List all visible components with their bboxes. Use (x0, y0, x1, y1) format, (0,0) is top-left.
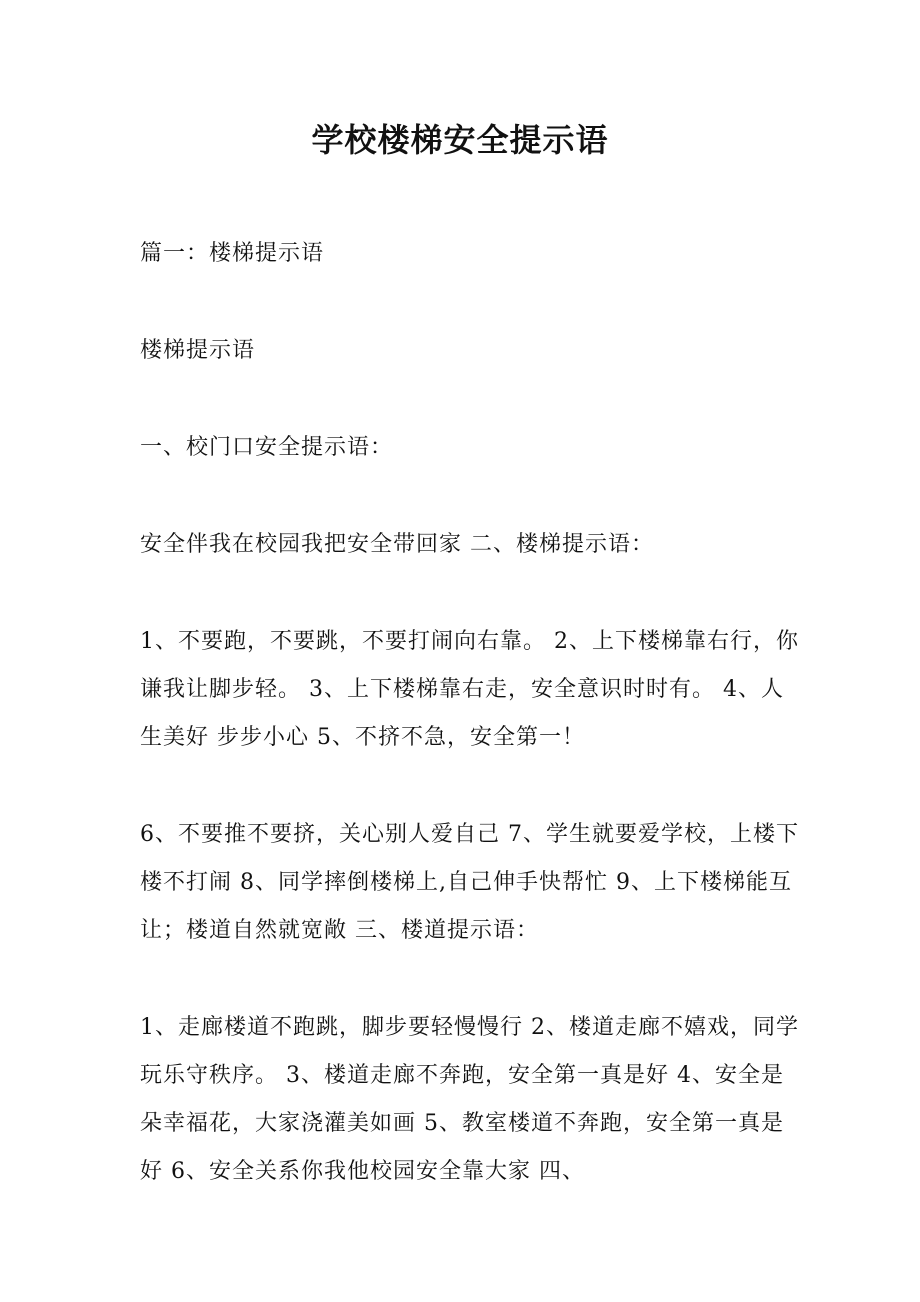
paragraph: 1、走廊楼道不跑跳，脚步要轻慢慢行 2、楼道走廊不嬉戏，同学玩乐守秩序。 3、楼道走廊不奔跑，安全第一真是好 4、安全是朵幸福花，大家浇灌美如画 5、教室楼道不奔跑，安全第一真是好 6、安全关系你我他校园安全靠大家 四、 (140, 1015, 799, 1184)
paragraph: 安全伴我在校园我把安全带回家 二、楼梯提示语： (140, 532, 654, 557)
paragraph: 1、不要跑，不要跳，不要打闹向右靠。 2、上下楼梯靠右行，你谦我让脚步轻。 3、上下楼梯靠右走，安全意识时时有。 4、人生美好 步步小心 5、不挤不急，安全第一！ (140, 629, 799, 750)
paragraph: 6、不要推不要挤，关心别人爱自己 7、学生就要爱学校，上楼下楼不打闹 8、同学摔倒楼梯上,自己伸手快帮忙 9、上下楼梯能互让；楼道自然就宽敞 三、楼道提示语： (140, 822, 799, 943)
chapter-heading: 篇一：楼梯提示语 (140, 241, 325, 266)
subsection-heading-school-gate: 一、校门口安全提示语： (140, 435, 394, 460)
section-heading: 楼梯提示语 (140, 338, 256, 363)
document-title: 学校楼梯安全提示语 (311, 121, 609, 159)
